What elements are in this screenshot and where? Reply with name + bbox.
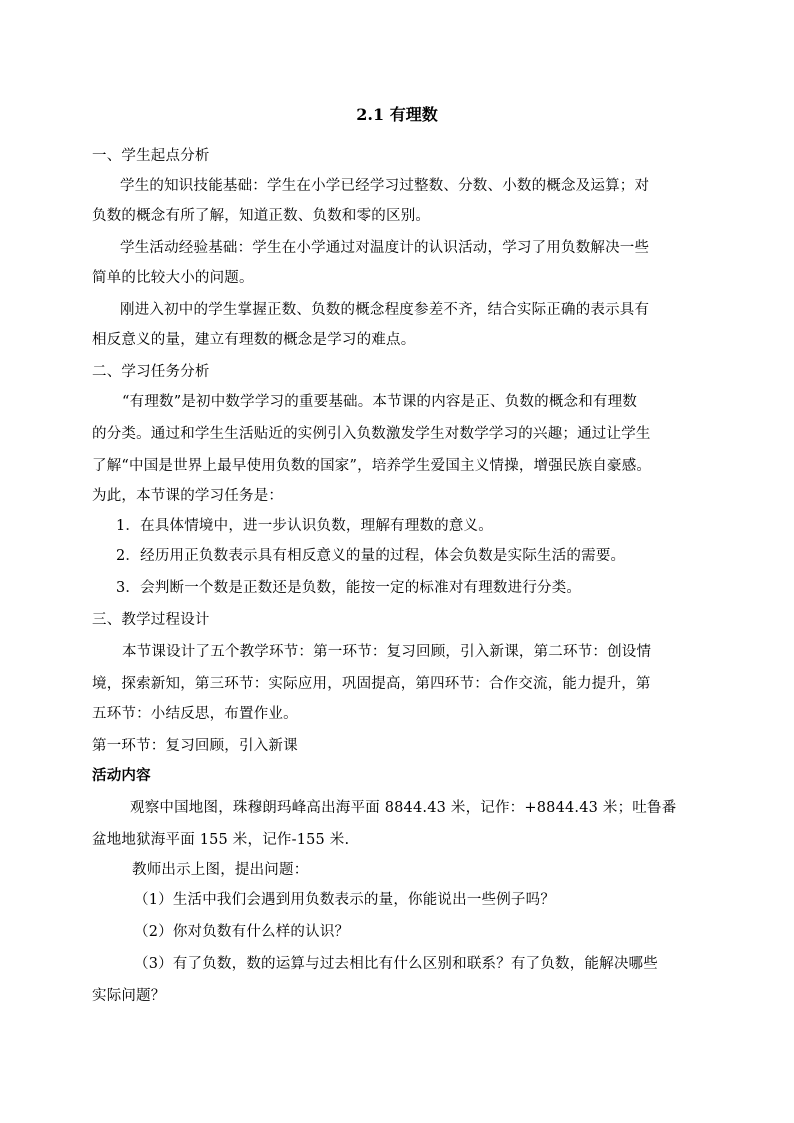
paragraph-line: 相反意义的量，建立有理数的概念是学习的难点。 (92, 332, 416, 348)
paragraph-line: 简单的比较大小的问题。 (92, 270, 254, 286)
paragraph-line: 刚进入初中的学生掌握正数、负数的概念程度参差不齐，结合实际正确的表示具有 (120, 302, 650, 318)
section-heading-1: 一、学生起点分析 (92, 148, 210, 164)
paragraph-line: 观察中国地图，珠穆朗玛峰高出海平面 8844.43 米，记作：+8844.43 米；吐鲁番 (130, 800, 677, 816)
paragraph-line: 学生的知识技能基础：学生在小学已经学习过整数、分数、小数的概念及运算；对 (120, 178, 650, 194)
paragraph-line: 为此，本节课的学习任务是： (92, 488, 284, 504)
paragraph-line: 负数的概念有所了解，知道正数、负数和零的区别。 (92, 208, 431, 224)
section-heading-3: 三、教学过程设计 (92, 612, 210, 628)
paragraph-line: 本节课设计了五个教学环节：第一环节：复习回顾，引入新课，第二环节：创设情 (122, 644, 652, 660)
document-title: 2.1 有理数 (356, 105, 438, 124)
paragraph-line: 境，探索新知，第三环节：实际应用，巩固提高，第四环节：合作交流，能力提升，第 (92, 676, 651, 692)
section-heading-2: 二、学习任务分析 (92, 364, 210, 380)
paragraph-line: 五环节：小结反思，布置作业。 (92, 706, 298, 722)
paragraph-line: 的分类。通过和学生生活贴近的实例引入负数激发学生对数学学习的兴趣；通过让学生 (92, 426, 651, 442)
list-item-1: 1．在具体情境中，进一步认识负数，理解有理数的意义。 (116, 518, 493, 534)
paragraph-line: 了解“中国是世界上最早使用负数的国家”，培养学生爱国主义情操，增强民族自豪感。 (92, 458, 652, 474)
list-item-3: 3．会判断一个数是正数还是负数，能按一定的标准对有理数进行分类。 (116, 580, 582, 596)
paragraph-line: 盆地地狱海平面 155 米，记作-155 米. (92, 832, 350, 848)
list-item-2: 2．经历用正负数表示具有相反意义的量的过程，体会负数是实际生活的需要。 (116, 548, 626, 564)
activity-heading: 活动内容 (92, 767, 151, 784)
question-1: （1）生活中我们会遇到用负数表示的量，你能说出一些例子吗？ (134, 892, 556, 908)
subsection-heading: 第一环节：复习回顾，引入新课 (92, 738, 298, 754)
question-3: （3）有了负数，数的运算与过去相比有什么区别和联系？有了负数，能解决哪些 (134, 956, 658, 972)
paragraph-line: 实际问题？ (92, 988, 166, 1004)
paragraph-line: 教师出示上图，提出问题： (132, 862, 309, 878)
paragraph-line: 学生活动经验基础：学生在小学通过对温度计的认识活动，学习了用负数解决一些 (120, 240, 650, 256)
paragraph-line: “有理数”是初中数学学习的重要基础。本节课的内容是正、负数的概念和有理数 (122, 394, 638, 410)
question-2: （2）你对负数有什么样的认识？ (134, 924, 350, 940)
